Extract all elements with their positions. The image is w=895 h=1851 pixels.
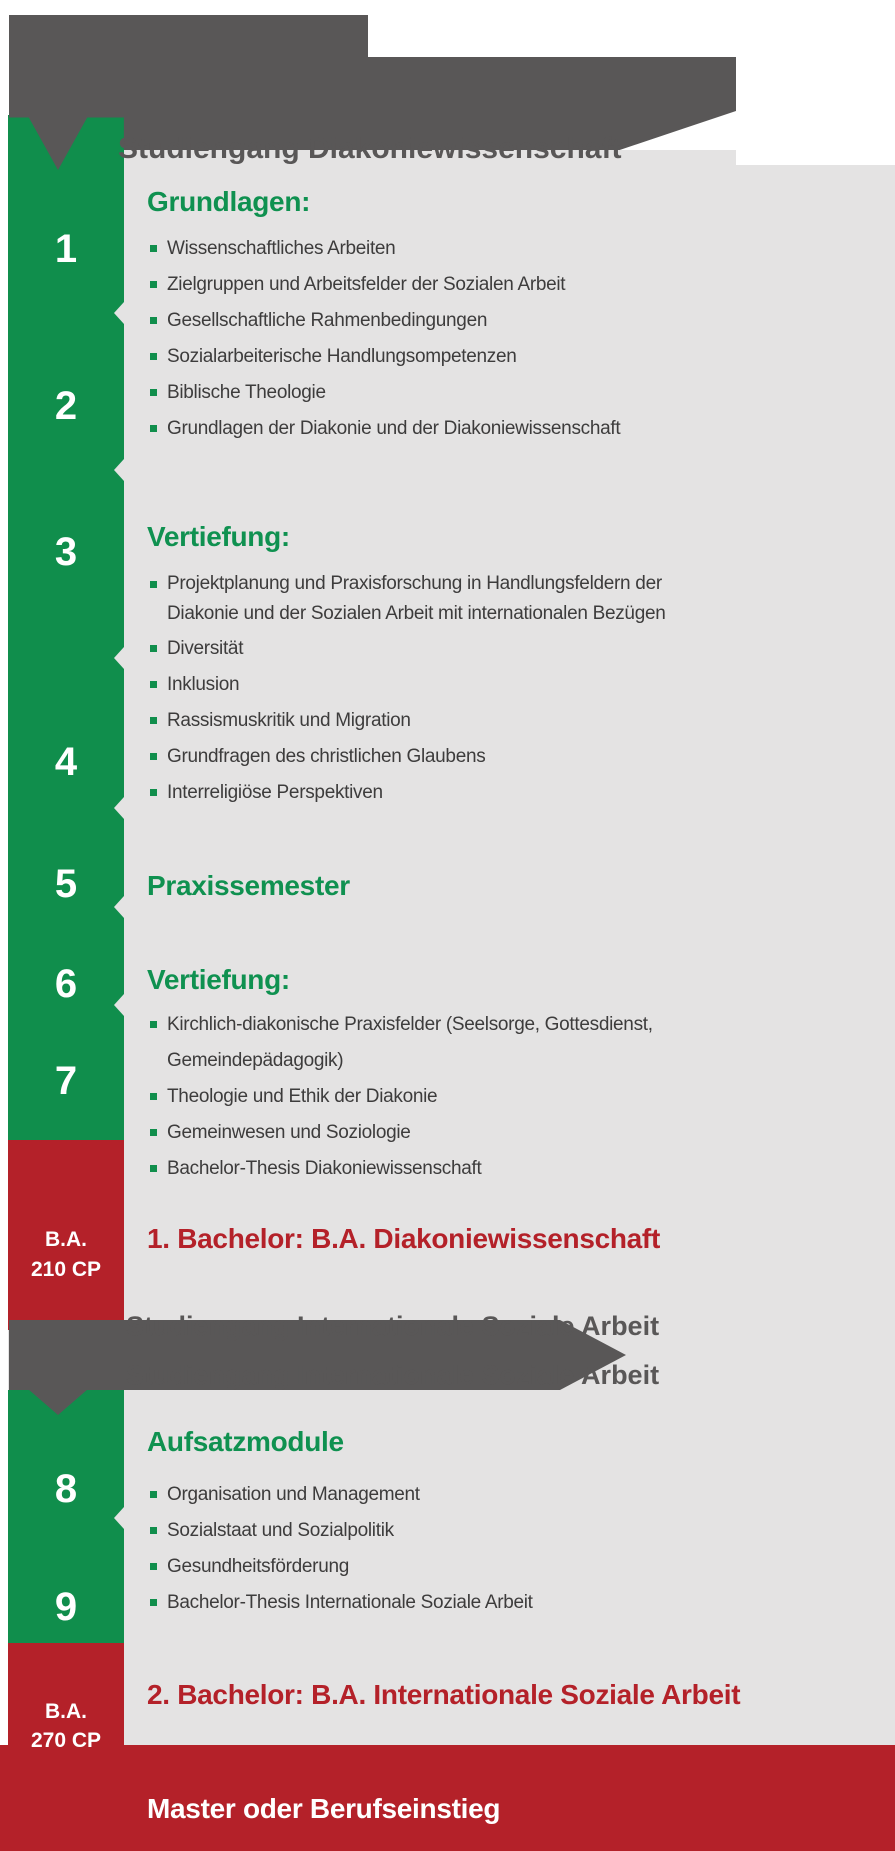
module-item: Theologie und Ethik der Diakonie [148, 1079, 788, 1115]
bullet-square-icon [150, 717, 157, 724]
banner1-arrow-dip [28, 116, 88, 170]
bullet-square-icon [150, 1093, 157, 1100]
module-item: Biblische Theologie [148, 375, 788, 411]
bullet-square-icon [150, 1599, 157, 1606]
milestone-title-bachelor-2: 2. Bachelor: B.A. Internationale Soziale Arbeit [147, 1679, 741, 1710]
module-item: Sozialstaat und Sozialpolitik [148, 1513, 788, 1549]
section-heading-praxissemester: Praxissemester [147, 870, 350, 901]
module-item: Sozialarbeiterische Handlungsompetenzen [148, 339, 788, 375]
top-right-spacer [736, 0, 895, 165]
bullet-square-icon [150, 753, 157, 760]
semester-number-1: 1 [54, 227, 78, 271]
semester-number-7: 7 [54, 1059, 78, 1103]
module-item: Rassismuskritik und Migration [148, 703, 788, 739]
module-item: Gesundheitsförderung [148, 1549, 788, 1585]
section-heading-aufsatzmodule: Aufsatzmodule [147, 1426, 344, 1457]
banner2-title-line1: Studiengang Internationale Soziale Arbeit [126, 1311, 660, 1341]
bullet-square-icon [150, 353, 157, 360]
module-item: Organisation und Management [148, 1477, 788, 1513]
semester-number-3: 3 [54, 530, 78, 574]
vertiefung2-module-list [148, 1007, 788, 1187]
footer-title: Master oder Berufseinstieg [147, 1793, 501, 1824]
ba1-degree-badge: B.A. [45, 1228, 87, 1251]
bullet-square-icon [150, 1165, 157, 1172]
module-item: Bachelor-Thesis Diakoniewissenschaft [148, 1151, 788, 1187]
bullet-square-icon [150, 1563, 157, 1570]
panel-notch [114, 1507, 124, 1529]
bullet-square-icon [150, 1021, 157, 1028]
banner1-top-step [9, 15, 368, 57]
section-heading-vertiefung-1: Vertiefung: [147, 521, 290, 552]
module-item: Diversität [148, 631, 788, 667]
panel-notch [114, 647, 124, 669]
bullet-square-icon [150, 1491, 157, 1498]
section-heading-vertiefung-2: Vertiefung: [147, 964, 290, 995]
semester-number-9: 9 [54, 1585, 78, 1629]
module-item: Wissenschaftliches Arbeiten [148, 231, 788, 267]
aufsatzmodule-module-list [148, 1477, 788, 1621]
module-item: Zielgruppen und Arbeitsfelder der Sozialen Arbeit [148, 267, 788, 303]
bullet-square-icon [150, 681, 157, 688]
bullet-square-icon [150, 1129, 157, 1136]
semester-number-5: 5 [54, 862, 78, 906]
module-item: Inklusion [148, 667, 788, 703]
bullet-square-icon [150, 245, 157, 252]
bullet-square-icon [150, 645, 157, 652]
ba2-degree-badge: B.A. [45, 1700, 87, 1723]
bullet-square-icon [150, 317, 157, 324]
banner2-title-line2: Studiengang Internationale Soziale Arbeit [126, 1360, 660, 1390]
module-item: Grundlagen der Diakonie und der Diakoniewissenschaft [148, 411, 788, 447]
bullet-square-icon [150, 389, 157, 396]
semester-number-2: 2 [54, 384, 78, 428]
semester-number-8: 8 [54, 1467, 78, 1511]
panel-notch [114, 459, 124, 481]
ba2-credits-badge: 270 CP [30, 1729, 102, 1752]
bullet-square-icon [150, 425, 157, 432]
bullet-square-icon [150, 581, 157, 588]
milestone-title-bachelor-1: 1. Bachelor: B.A. Diakoniewissenschaft [147, 1223, 660, 1254]
panel-notch [114, 797, 124, 819]
section-heading-grundlagen: Grundlagen: [147, 186, 311, 217]
vertiefung1-module-list [148, 565, 788, 811]
bullet-square-icon [150, 281, 157, 288]
grundlagen-module-list [148, 231, 788, 447]
module-item: Bachelor-Thesis Internationale Soziale Arbeit [148, 1585, 788, 1621]
module-item: Projektplanung und Praxisforschung in Handlungsfeldern der Diakonie und der Sozialen Arbeit mit internationalen Bezügen [148, 565, 719, 631]
panel-notch [114, 302, 124, 324]
module-item: Gemeinwesen und Soziologie [148, 1115, 788, 1151]
module-item: Interreligiöse Perspektiven [148, 775, 788, 811]
module-item: Kirchlich-diakonische Praxisfelder (Seelsorge, Gottesdienst, Gemeindepädagogik) [148, 1007, 788, 1079]
banner1-title: Studiengang Diakoniewissenschaft [118, 132, 622, 165]
bullet-square-icon [150, 789, 157, 796]
module-item: Grundfragen des christlichen Glaubens [148, 739, 788, 775]
banner2-title [126, 1302, 659, 1400]
ba1-credits-badge: 210 CP [30, 1258, 102, 1281]
semester-number-6: 6 [54, 962, 78, 1006]
module-item: Gesellschaftliche Rahmenbedingungen [148, 303, 788, 339]
semester-number-4: 4 [54, 740, 78, 784]
bullet-square-icon [150, 1527, 157, 1534]
banner2-arrow-dip [28, 1389, 88, 1415]
